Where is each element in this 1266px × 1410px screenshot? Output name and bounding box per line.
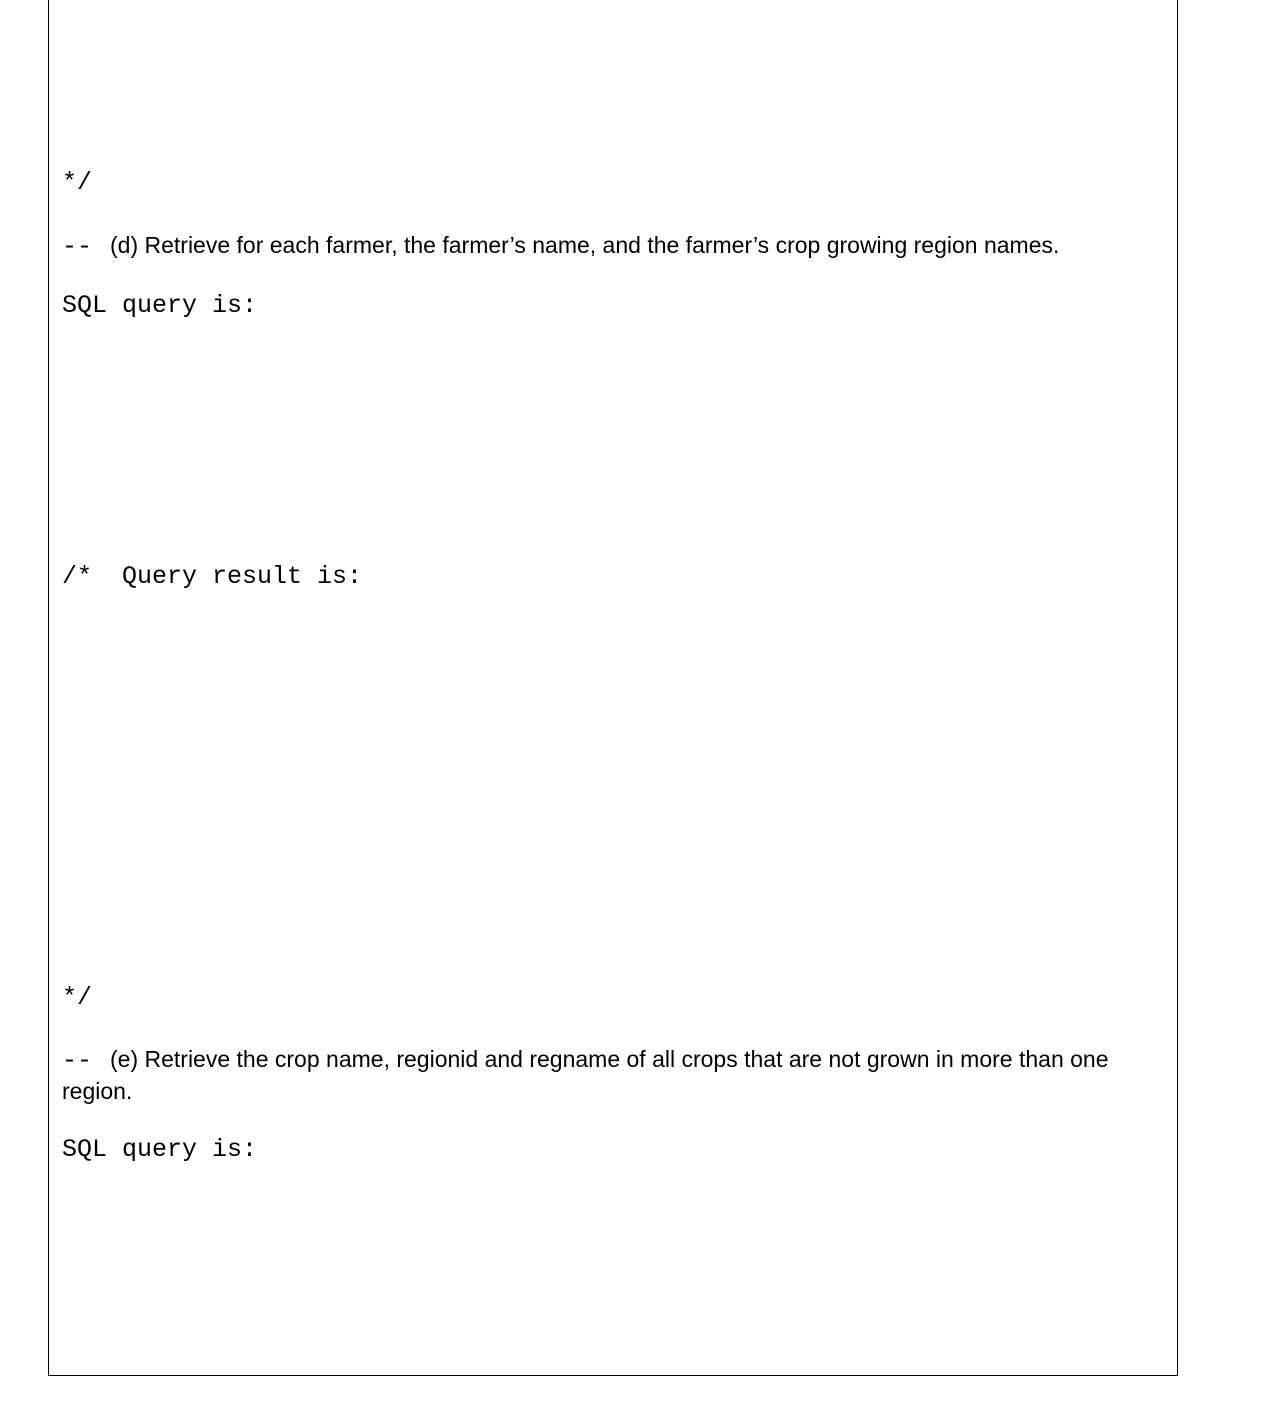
comment-close-1: */: [62, 168, 93, 197]
page-border: [48, 0, 1178, 1376]
question-d-prefix: --: [62, 232, 93, 261]
sql-query-label-1: SQL query is:: [62, 291, 258, 320]
question-e-text: (e) Retrieve the crop name, regionid and regname of all crops that are not grown in more than one region.: [62, 1046, 1109, 1104]
question-d-text: (d) Retrieve for each farmer, the farmer’s name, and the farmer’s crop growing region names.: [110, 232, 1060, 258]
question-d: [62, 232, 1059, 261]
query-result-label: /* Query result is:: [62, 562, 363, 591]
comment-close-2: */: [62, 983, 93, 1012]
question-e-prefix: --: [62, 1046, 93, 1075]
question-e: [62, 1044, 1168, 1107]
sql-query-label-2: SQL query is:: [62, 1135, 258, 1164]
